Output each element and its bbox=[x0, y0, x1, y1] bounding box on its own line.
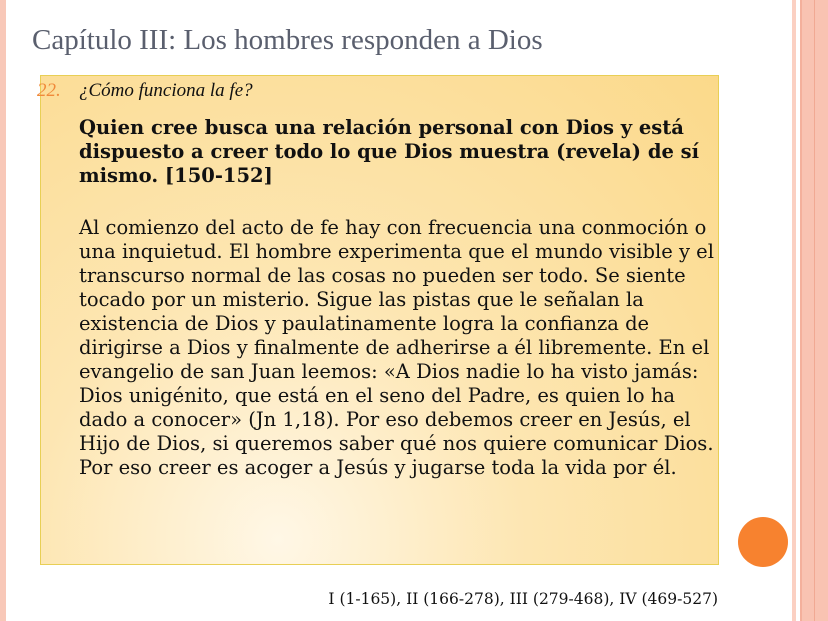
right-decor-line bbox=[792, 0, 796, 621]
question-text: ¿Cómo funciona la fe? bbox=[79, 80, 253, 101]
body-text: Al comienzo del acto de fe hay con frecuencia una conmoción o una inquietud. El hombre experimenta que el mundo visible y el transcurso normal de las cosas no pueden ser todo. Se siente tocado por un misterio. Sigue las pistas que le señalan la existencia de Dios y paulatinamente logra la confianza de dirigirse a Dios y finalmente de adherirse a él libremente. En el evangelio de san Juan leemos: «A Dios nadie lo ha visto jamás: Dios unigénito, que está en el seno del Padre, es quien lo ha dado a conocer» (Jn 1,18). Por eso debemos creer en Jesús, el Hijo de Dios, si queremos saber qué nos quiere comunicar Dios. Por eso creer es acoger a Jesús y jugarse toda la vida por él. bbox=[79, 216, 714, 479]
right-decor-band bbox=[800, 0, 828, 621]
slide-title: Capítulo III: Los hombres responden a Dios bbox=[32, 24, 543, 56]
answer-text: Quien cree busca una relación personal con Dios y está dispuesto a creer todo lo que Dios muestra (revela) de sí mismo. [150-152] bbox=[79, 116, 700, 187]
orange-circle-decor bbox=[738, 517, 788, 567]
footer-sections: I (1-165), II (166-278), III (279-468), IV (469-527) bbox=[328, 590, 718, 608]
content-box bbox=[37, 75, 719, 565]
question-number: 22. bbox=[37, 80, 61, 101]
left-decor-strip bbox=[0, 0, 6, 621]
